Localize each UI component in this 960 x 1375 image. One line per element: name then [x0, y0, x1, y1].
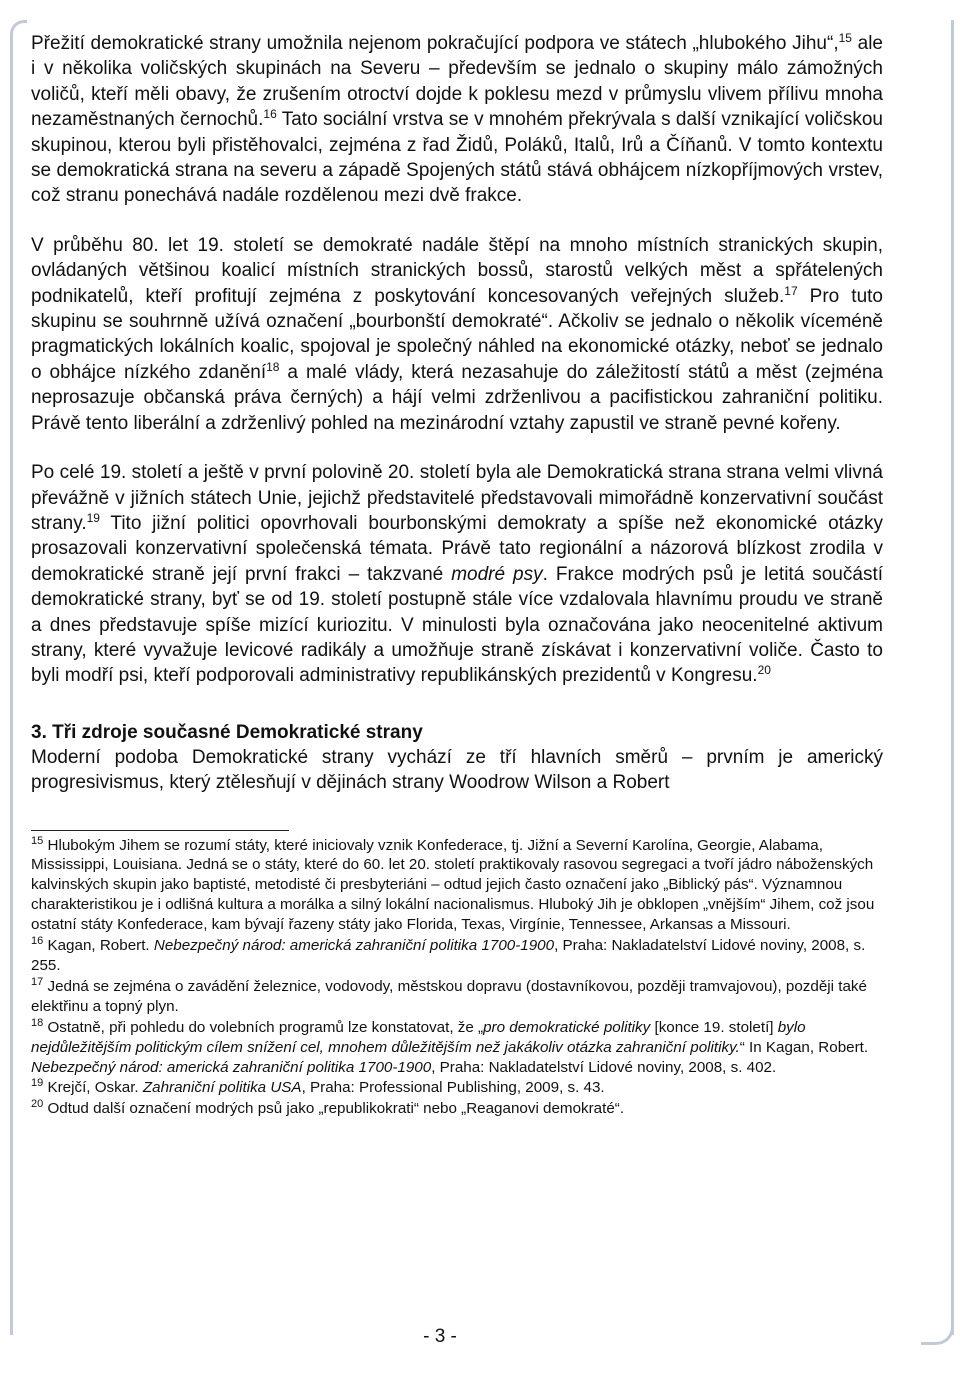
footnote-number: 19 — [31, 1077, 44, 1090]
footnote-ref-18[interactable]: 18 — [266, 359, 280, 374]
footnote-number: 18 — [31, 1016, 44, 1029]
page-frame-corner — [921, 1312, 954, 1345]
paragraph-2 — [31, 233, 883, 436]
text-span: ale i v několika voličských skupinách na Severu – především se jednalo o skupiny málo zámožných voličů, kteří měli obavy, že zrušením otroctví dojde k poklesu mezd v průmyslu vlivem přílivu mnoha nezaměstnaných černochů. — [31, 33, 883, 131]
document-page — [31, 31, 883, 1119]
text-span: . Frakce modrých psů je letitá součástí demokratické strany, byť se od 19. století postupně stále více vzdalovala hlavnímu proudu ve straně a dnes představuje spíše mizící kuriozitu. V minulosti byla označována jako neocenitelné aktivum strany, které vyvažuje levicové radikály a umožňuje straně získávat i konzervativní voliče. Často to byli modří psi, kteří podporovali administrativy republikánských prezidentů v Kongresu. — [31, 563, 884, 687]
page-frame-left — [10, 20, 27, 1335]
footnote-title: Nebezpečný národ: americká zahraniční politika 1700-1900 — [153, 937, 555, 955]
footnote-number: 17 — [31, 975, 44, 988]
footnote-text: , Praha: Nakladatelství Lidové noviny, 2008, s. 255. — [31, 937, 866, 974]
paragraph-4: Moderní podoba Demokratické strany vychází ze tří hlavních směrů – prvním je americký progresivismus, který ztělesňují v dějinách strany Woodrow Wilson a Robert — [31, 746, 883, 794]
paragraph-1 — [31, 31, 883, 209]
footnote-text: , Praha: Professional Publishing, 2009, s. 43. — [301, 1079, 605, 1097]
footnote-ref-20[interactable]: 20 — [757, 663, 771, 678]
footnote-ref-19[interactable]: 19 — [86, 510, 100, 525]
text-span: V průběhu 80. let 19. století se demokraté nadále štěpí na mnoho místních stranických skupin, ovládaných většinou koalicí místních stranických bossů, starostů velkých měst a spřátelených podnikatelů, kteří profitují zejména z poskytování koncesovaných veřejných služeb. — [31, 234, 883, 307]
footnote-text: Ostatně, při pohledu do volebních programů lze konstatovat, že „ — [47, 1018, 484, 1036]
page-frame-right — [939, 20, 954, 1335]
section-heading: 3. Tři zdroje současné Demokratické strany — [31, 721, 423, 743]
text-span: Tito jižní politici opovrhovali bourbonskými demokraty a spíše než ekonomické otázky prosazovali konzervativní společenská témata. Právě tato regionální a názorová blízkost zrodila v demokratické straně její první frakci – takzvané — [31, 512, 883, 585]
footnote-19 — [31, 1078, 883, 1098]
footnote-ref-17[interactable]: 17 — [784, 283, 798, 298]
paragraph-3 — [31, 460, 883, 689]
text-span: Pro tuto skupinu se souhrnně užívá označení „bourbonští demokraté“. Ačkoliv se jednalo o několik víceméně pragmatických lokálních koalic, spojoval je společný náhled na ekonomické otázky, neboť se jednalo o obhájce nízkého zdanění — [31, 285, 883, 383]
footnote-20 — [31, 1099, 883, 1119]
footnote-text: , Praha: Nakladatelství Lidové noviny, 2008, s. 402. — [431, 1058, 777, 1076]
footnote-separator — [31, 830, 289, 831]
footnote-number: 16 — [31, 935, 44, 948]
footnote-text: “ In Kagan, Robert. — [739, 1038, 869, 1056]
footnote-17 — [31, 977, 883, 1017]
footnote-ref-15[interactable]: 15 — [838, 31, 852, 45]
footnote-number: 20 — [31, 1098, 44, 1111]
footnote-text: Krejčí, Oskar. — [47, 1079, 143, 1097]
footnote-quote: pro demokratické politiky — [483, 1018, 651, 1036]
footnote-number: 15 — [31, 834, 44, 847]
footnote-text: Jedná se zejména o zavádění železnice, vodovody, městskou dopravu (dostavníkovou, později tramvajovou), později také elektřinu a topný plyn. — [31, 977, 867, 1015]
footnote-text: [konce 19. století] — [650, 1018, 778, 1036]
text-span: Přežití demokratické strany umožnila nejenom pokračující podpora ve státech „hlubokého Jihu“, — [31, 33, 839, 54]
text-span: Tato sociální vrstva se v mnohém překrývala s další vznikající voličskou skupinou, kterou byli přistěhovalci, zejména z řad Židů, Poláků, Italů, Irů a Číňanů. V tomto kontextu se demokratická strana na severu a západě Spojených států stává obhájcem nízkopříjmových vrstev, což stranu ponechává nadále rozdělenou mezi dvě frakce. — [31, 109, 883, 207]
text-span: a malé vlády, která nezasahuje do záležitostí států a měst (zejména neprosazuje občanská práva černých) a hájí velmi zdrženlivou a pacifistickou zahraniční politiku. Právě tento liberální a zdrženlivý pohled na mezinárodní vztahy zapustil ve straně pevné kořeny. — [31, 361, 883, 434]
footnote-title: Nebezpečný národ: americká zahraniční politika 1700-1900 — [31, 1058, 432, 1076]
footnote-text: Hlubokým Jihem se rozumí státy, které iniciovaly vznik Konfederace, tj. Jižní a Severní Karolína, Georgie, Alabama, Mississippi, Louisiana. Jedná se o státy, které do 60. let 20. století praktikovaly rasovou segregaci a tvoří jádro náboženských kalvinských skupin jako baptisté, metodisté či presbyteriáni – odtud jejich často označení jako „Biblický pás“. Významnou charakteristikou je i odlišná kultura a morálka a silný lokální nacionalismus. Hluboký Jih je obklopen „vnějším“ Jihem, což jsou ostatní státy Konfederace, kam bývají řazeny státy jako Florida, Texas, Virgínie, Tennessee, Arkansas a Missouri. — [31, 836, 875, 934]
text-span: Po celé 19. století a ještě v první polovině 20. století byla ale Demokratická strana strana velmi vlivná převážně v jižních státech Unie, jejichž představitelé představovali mimořádně konzervativní součást strany. — [31, 462, 883, 534]
page-number: - 3 - — [423, 1326, 457, 1347]
footnote-15 — [31, 836, 883, 936]
emphasis-text: modré psy — [451, 563, 543, 585]
footnote-text: Kagan, Robert. — [47, 937, 154, 955]
footnote-title: Zahraniční politika USA — [142, 1079, 302, 1097]
footnote-text: Odtud další označení modrých psů jako „republikokrati“ nebo „Reaganovi demokraté“. — [47, 1100, 625, 1118]
footnote-18 — [31, 1018, 883, 1078]
footnote-16 — [31, 936, 883, 976]
footnote-quote: bylo nejdůležitějším politickým cílem snížení cel, mnohem důležitějším než jakákoliv otázka zahraniční politiky. — [31, 1018, 806, 1056]
footnote-ref-16[interactable]: 16 — [263, 107, 277, 122]
